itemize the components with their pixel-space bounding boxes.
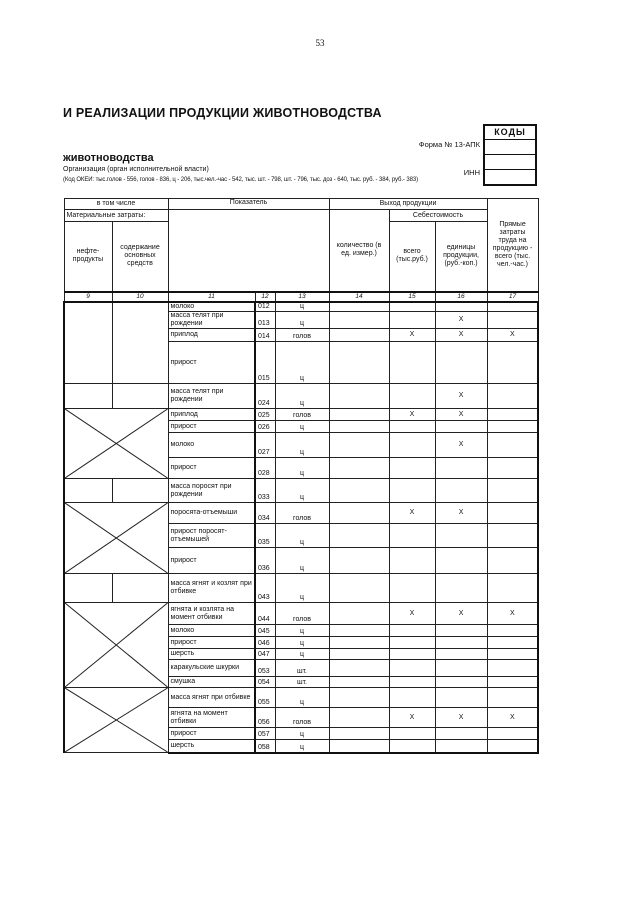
section-title: животноводства <box>63 152 154 164</box>
indicator-name: масса телят при рождении <box>168 384 255 409</box>
labor-cell[interactable] <box>487 458 538 479</box>
indicator-name: каракульские шкурки <box>168 660 255 677</box>
total-cost-cell[interactable]: X <box>389 603 435 625</box>
header-quantity: количество (в ед. измер.) <box>329 210 389 292</box>
organization-label: Организация (орган исполнительной власти) <box>63 166 209 173</box>
quantity-cell[interactable] <box>329 524 389 548</box>
quantity-cell[interactable] <box>329 688 389 708</box>
table-row <box>64 574 538 603</box>
total-cost-cell[interactable] <box>389 660 435 677</box>
labor-cell[interactable] <box>487 660 538 677</box>
page-number: 53 <box>315 38 325 48</box>
unit-cost-cell[interactable] <box>435 625 487 637</box>
table-row <box>64 603 538 625</box>
header-total: всего (тыс.руб.) <box>389 222 435 292</box>
total-cost-cell[interactable] <box>389 740 435 753</box>
unit-cell: ц <box>275 342 329 384</box>
indicator-code: 055 <box>255 688 275 708</box>
table-row <box>64 302 538 312</box>
total-cost-cell[interactable] <box>389 342 435 384</box>
labor-cell[interactable] <box>487 302 538 312</box>
unit-cell: голов <box>275 708 329 728</box>
indicator-name: приплод <box>168 409 255 421</box>
indicator-name: прирост <box>168 637 255 649</box>
unit-cell: ц <box>275 740 329 753</box>
unit-cost-cell[interactable] <box>435 728 487 740</box>
header-cost: Себестоимость <box>389 210 487 222</box>
unit-cost-cell[interactable]: X <box>435 503 487 524</box>
indicator-code: 058 <box>255 740 275 753</box>
unit-cost-cell[interactable] <box>435 574 487 603</box>
labor-cell[interactable] <box>487 637 538 649</box>
unit-cell: голов <box>275 409 329 421</box>
codes-header: КОДЫ <box>485 126 535 140</box>
header-fixed-assets: содержание основных средств <box>112 222 168 292</box>
quantity-cell[interactable] <box>329 625 389 637</box>
indicator-code: 045 <box>255 625 275 637</box>
indicator-name: прирост <box>168 548 255 574</box>
form-number-label: Форма № 13-АПК <box>418 140 480 149</box>
total-cost-cell[interactable] <box>389 479 435 503</box>
cross-out-mark <box>65 688 168 752</box>
column-number: 9 <box>64 292 112 302</box>
unit-cell: шт. <box>275 660 329 677</box>
indicator-name: смушка <box>168 677 255 688</box>
unit-cell: голов <box>275 603 329 625</box>
labor-cell[interactable] <box>487 409 538 421</box>
unit-cost-cell[interactable] <box>435 342 487 384</box>
unit-cost-cell[interactable]: X <box>435 409 487 421</box>
indicator-code: 033 <box>255 479 275 503</box>
unit-cost-cell[interactable] <box>435 421 487 433</box>
unit-cost-cell[interactable] <box>435 479 487 503</box>
indicator-code: 025 <box>255 409 275 421</box>
table-row <box>64 384 538 409</box>
indicator-name: приплод <box>168 329 255 342</box>
quantity-cell[interactable] <box>329 660 389 677</box>
unit-cost-cell[interactable] <box>435 548 487 574</box>
indicator-name: масса поросят при рождении <box>168 479 255 503</box>
quantity-cell[interactable] <box>329 574 389 603</box>
indicator-code: 044 <box>255 603 275 625</box>
labor-cell[interactable] <box>487 677 538 688</box>
indicator-code: 056 <box>255 708 275 728</box>
unit-cost-cell[interactable] <box>435 688 487 708</box>
column-number: 13 <box>275 292 329 302</box>
column-number: 11 <box>168 292 255 302</box>
indicator-code: 046 <box>255 637 275 649</box>
fixed-assets-cell[interactable] <box>112 302 168 384</box>
labor-cell[interactable]: X <box>487 603 538 625</box>
labor-cell[interactable] <box>487 433 538 458</box>
labor-cell[interactable] <box>487 384 538 409</box>
unit-cost-cell[interactable] <box>435 302 487 312</box>
total-cost-cell[interactable] <box>389 574 435 603</box>
crossed-out-cell <box>64 409 168 479</box>
indicator-name: масса телят при рождении <box>168 312 255 329</box>
indicator-name: шерсть <box>168 740 255 753</box>
unit-cost-cell[interactable] <box>435 677 487 688</box>
header-output: Выход продукции <box>329 199 487 210</box>
column-number: 17 <box>487 292 538 302</box>
indicator-name: молоко <box>168 302 255 312</box>
labor-cell[interactable] <box>487 524 538 548</box>
page-title: И РЕАЛИЗАЦИИ ПРОДУКЦИИ ЖИВОТНОВОДСТВА <box>63 106 382 120</box>
oil-products-cell[interactable] <box>64 384 112 409</box>
indicator-code: 027 <box>255 433 275 458</box>
header-indicator: Показатель <box>169 199 329 210</box>
quantity-cell[interactable] <box>329 728 389 740</box>
header-oil-products: нефте-продукты <box>64 222 112 292</box>
indicator-name: ягнята на момент отбивки <box>168 708 255 728</box>
inn-label: ИНН <box>463 168 480 177</box>
header-material-costs: Материальные затраты: <box>64 210 168 222</box>
codes-box <box>483 124 537 186</box>
column-number: 15 <box>389 292 435 302</box>
unit-cost-cell[interactable] <box>435 458 487 479</box>
total-cost-cell[interactable] <box>389 649 435 660</box>
table-row <box>64 688 538 708</box>
quantity-cell[interactable] <box>329 649 389 660</box>
indicator-name: масса ягнят при отбивке <box>168 688 255 708</box>
unit-cell: ц <box>275 421 329 433</box>
indicator-name: ягнята и козлята на момент отбивки <box>168 603 255 625</box>
indicator-code: 013 <box>255 312 275 329</box>
labor-cell[interactable]: X <box>487 329 538 342</box>
indicator-code: 043 <box>255 574 275 603</box>
indicator-name: молоко <box>168 625 255 637</box>
quantity-cell[interactable] <box>329 637 389 649</box>
indicator-code: 053 <box>255 660 275 677</box>
quantity-cell[interactable] <box>329 312 389 329</box>
quantity-cell[interactable] <box>329 409 389 421</box>
total-cost-cell[interactable] <box>389 728 435 740</box>
labor-cell[interactable]: X <box>487 708 538 728</box>
unit-cost-cell[interactable]: X <box>435 329 487 342</box>
indicator-code: 028 <box>255 458 275 479</box>
quantity-cell[interactable] <box>329 548 389 574</box>
labor-cell[interactable] <box>487 740 538 753</box>
indicator-code: 047 <box>255 649 275 660</box>
total-cost-cell[interactable]: X <box>389 708 435 728</box>
oil-products-cell[interactable] <box>64 479 112 503</box>
unit-cost-cell[interactable] <box>435 649 487 660</box>
indicator-name: прирост <box>168 458 255 479</box>
total-cost-cell[interactable] <box>389 524 435 548</box>
crossed-out-cell <box>64 603 168 688</box>
indicator-name: поросята-отъемыши <box>168 503 255 524</box>
unit-cell: голов <box>275 329 329 342</box>
quantity-cell[interactable] <box>329 503 389 524</box>
unit-cost-cell[interactable]: X <box>435 603 487 625</box>
quantity-cell[interactable] <box>329 302 389 312</box>
unit-cell: ц <box>275 312 329 329</box>
quantity-cell[interactable] <box>329 342 389 384</box>
unit-cell: ц <box>275 649 329 660</box>
indicator-code: 054 <box>255 677 275 688</box>
unit-cost-cell[interactable]: X <box>435 708 487 728</box>
indicator-name: молоко <box>168 433 255 458</box>
unit-cell: ц <box>275 433 329 458</box>
quantity-cell[interactable] <box>329 433 389 458</box>
indicator-name: масса ягнят и козлят при отбивке <box>168 574 255 603</box>
cross-out-mark <box>65 603 168 687</box>
unit-cell: ц <box>275 637 329 649</box>
labor-cell[interactable] <box>487 342 538 384</box>
crossed-out-cell <box>64 503 168 574</box>
fixed-assets-cell[interactable] <box>112 384 168 409</box>
indicator-name: прирост поросят-отъемышей <box>168 524 255 548</box>
unit-cost-cell[interactable] <box>435 740 487 753</box>
okei-note: (Код ОКЕИ: тыс.голов - 556, голов - 836, ц - 206, тыс.чел.-час - 542, тыс. шт. - 798, шт. - 796, тыс. доз - 640, тыс. руб. - 384, руб.- 383) <box>63 177 418 183</box>
labor-cell[interactable] <box>487 688 538 708</box>
crossed-out-cell <box>64 688 168 753</box>
column-number: 10 <box>112 292 168 302</box>
fixed-assets-cell[interactable] <box>112 574 168 603</box>
quantity-cell[interactable] <box>329 479 389 503</box>
total-cost-cell[interactable] <box>389 458 435 479</box>
column-number: 12 <box>255 292 275 302</box>
quantity-cell[interactable] <box>329 384 389 409</box>
labor-cell[interactable] <box>487 548 538 574</box>
total-cost-cell[interactable] <box>389 421 435 433</box>
unit-cell: ц <box>275 728 329 740</box>
unit-cost-cell[interactable] <box>435 637 487 649</box>
indicator-name: прирост <box>168 421 255 433</box>
quantity-cell[interactable] <box>329 677 389 688</box>
fixed-assets-cell[interactable] <box>112 479 168 503</box>
org-code-field[interactable] <box>485 155 535 170</box>
column-number: 16 <box>435 292 487 302</box>
quantity-cell[interactable] <box>329 603 389 625</box>
header-per-unit: единицы продукции, (руб.-коп.) <box>435 222 487 292</box>
total-cost-cell[interactable]: X <box>389 329 435 342</box>
indicator-code: 024 <box>255 384 275 409</box>
indicator-code: 014 <box>255 329 275 342</box>
unit-cost-cell[interactable]: X <box>435 384 487 409</box>
quantity-cell[interactable] <box>329 458 389 479</box>
total-cost-cell[interactable] <box>389 637 435 649</box>
total-cost-cell[interactable]: X <box>389 503 435 524</box>
table-row <box>64 503 538 524</box>
unit-cost-cell[interactable] <box>435 660 487 677</box>
form-code-field[interactable] <box>485 140 535 155</box>
indicator-code: 057 <box>255 728 275 740</box>
total-cost-cell[interactable] <box>389 433 435 458</box>
total-cost-cell[interactable] <box>389 688 435 708</box>
total-cost-cell[interactable] <box>389 677 435 688</box>
unit-cost-cell[interactable]: X <box>435 312 487 329</box>
labor-cell[interactable] <box>487 728 538 740</box>
indicator-code: 034 <box>255 503 275 524</box>
quantity-cell[interactable] <box>329 421 389 433</box>
oil-products-cell[interactable] <box>64 302 112 384</box>
unit-cell: голов <box>275 503 329 524</box>
unit-cell: ц <box>275 548 329 574</box>
indicator-name: прирост <box>168 342 255 384</box>
inn-field[interactable] <box>485 170 535 185</box>
total-cost-cell[interactable] <box>389 625 435 637</box>
unit-cost-cell[interactable]: X <box>435 433 487 458</box>
labor-cell[interactable] <box>487 649 538 660</box>
indicator-code: 035 <box>255 524 275 548</box>
total-cost-cell[interactable] <box>389 302 435 312</box>
quantity-cell[interactable] <box>329 740 389 753</box>
production-table <box>63 198 539 754</box>
table-row <box>64 409 538 421</box>
total-cost-cell[interactable] <box>389 312 435 329</box>
header-in-that-number: в том числе <box>64 199 168 210</box>
indicator-code: 026 <box>255 421 275 433</box>
unit-cell: шт. <box>275 677 329 688</box>
oil-products-cell[interactable] <box>64 574 112 603</box>
total-cost-cell[interactable] <box>389 384 435 409</box>
unit-cell: ц <box>275 688 329 708</box>
quantity-cell[interactable] <box>329 329 389 342</box>
labor-cell[interactable] <box>487 421 538 433</box>
labor-cell[interactable] <box>487 479 538 503</box>
table-row <box>64 479 538 503</box>
header-labor: Прямые затраты труда на продукцию - всего (тыс. чел.-час.) <box>487 199 538 292</box>
indicator-code: 015 <box>255 342 275 384</box>
unit-cost-cell[interactable] <box>435 524 487 548</box>
unit-cell: ц <box>275 524 329 548</box>
unit-cell: ц <box>275 384 329 409</box>
unit-cell: ц <box>275 302 329 312</box>
total-cost-cell[interactable] <box>389 548 435 574</box>
unit-cell: ц <box>275 479 329 503</box>
labor-cell[interactable] <box>487 312 538 329</box>
cross-out-mark <box>65 409 168 478</box>
labor-cell[interactable] <box>487 574 538 603</box>
labor-cell[interactable] <box>487 625 538 637</box>
unit-cell: ц <box>275 458 329 479</box>
unit-cell: ц <box>275 625 329 637</box>
unit-cell: ц <box>275 574 329 603</box>
column-number: 14 <box>329 292 389 302</box>
indicator-code: 036 <box>255 548 275 574</box>
header-indicator-group <box>168 199 329 292</box>
total-cost-cell[interactable]: X <box>389 409 435 421</box>
indicator-name: шерсть <box>168 649 255 660</box>
cross-out-mark <box>65 503 168 573</box>
labor-cell[interactable] <box>487 503 538 524</box>
quantity-cell[interactable] <box>329 708 389 728</box>
indicator-name: прирост <box>168 728 255 740</box>
indicator-code: 012 <box>255 302 275 312</box>
